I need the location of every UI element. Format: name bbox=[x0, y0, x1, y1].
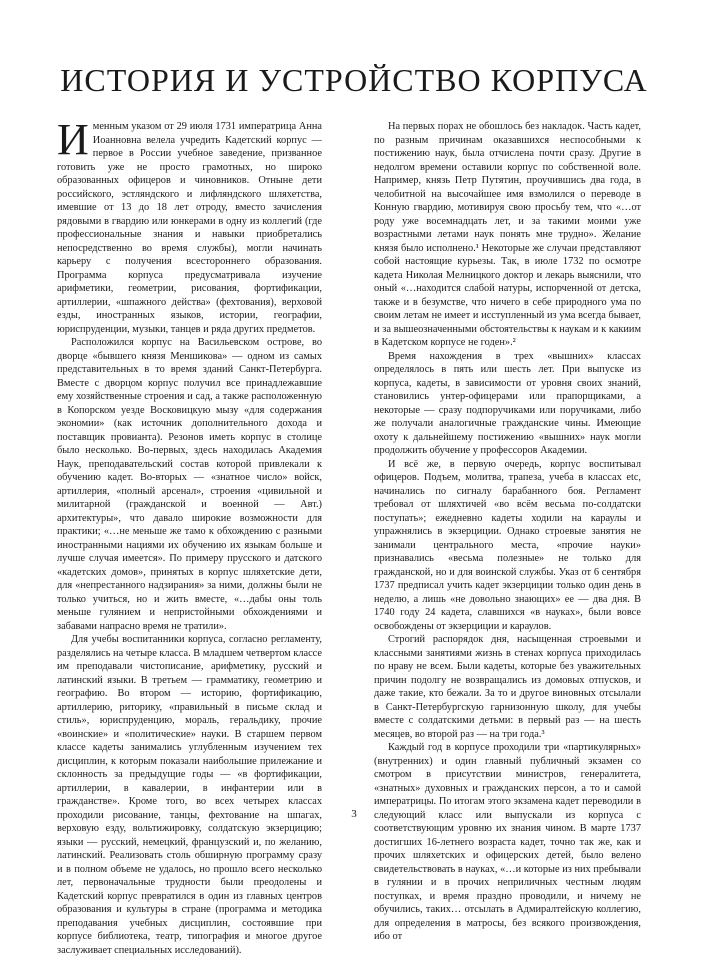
paragraph: И всё же, в первую очередь, корпус воспитывал офицеров. Подъем, молитва, трапеза, учеба в классах etc, начинались по сигналу барабанного боя. Регламент требовал от шляхтичей «во всём весьма по-солдатски поступать»; ежедневно кадеты ходили на караулы и упражнялись в экзерциции. Однако строевые занятия не занимали центрального места, «прочие науки» признавались «весьма полезные» не только для гражданской, но и для воинской службы. Указ от 6 сентября 1737 предписал учить кадет экзерциции только один день в неделю, а лишь «не довольно знающих» ее — два дня. В 1740 году 24 кадета, славшихся «в науках», были вовсе освобождены от экзерциции и караулов. bbox=[374, 458, 641, 632]
page-title: ИСТОРИЯ И УСТРОЙСТВО КОРПУСА bbox=[60, 62, 648, 98]
left-column bbox=[57, 115, 322, 957]
paragraph: Строгий распорядок дня, насыщенная строевыми и классными занятиями жизнь в стенах корпуса приходилась по нраву не всем. Были кадеты, которые без уважительных причин подолгу не возвращались из домовых отпусков, и даже такие, кто бежали. За то и другое виновных отсылали в Санкт-Петербургскую гарнизонную школу, для учебы вместе с солдатскими детьми: в первый раз — на шесть месяцев, во второй раз — на три года.³ bbox=[374, 634, 641, 740]
paragraph bbox=[57, 115, 322, 336]
paragraph: Для учебы воспитанники корпуса, согласно регламенту, разделялись на четыре класса. В младшем четвертом классе им преподавали чистописание, арифметику, русский и латинский языки. В третьем — грамматику, геометрию и географию. Во втором — историю, фортификацию, артиллерию, риторику, «правильный в письме склад и стиль», юриспруденцию, мораль, геральдику, прочие «воинские» и «политические» науки. В старшем первом классе кадеты занимались углубленным изучением тех дисциплин, к которым показали наибольшие прилежание и склонность за предыдущие годы — «в фортификации, артиллерии, в кавалерии, в инфантерии или в гражданстве». Кроме того, во всех четырех классах проходили рисование, танцы, фехтование на шпагах, верховую езду, вольтижировку, солдатскую экзерцицию; языки — русский, немецкий, французский и, по желанию, латинский. Реализовать столь обширную программу сразу и в полном объеме не удалось, но прошло всего несколько лет, первоначальные трудности были преодолены и Кадетский корпус превратился в один из главных центров образования и культуры в стране (программа и методика преподавания учебных дисциплин, состоявшие при корпусе библиотека, театр, типография и многое другое заслуживает специальных исследований). bbox=[57, 634, 322, 956]
paragraph: Каждый год в корпусе проходили три «партикулярных» (внутренних) и один главный публичный экзамен со смотром в присутствии министров, генералитета, «знатных» духовных и гражданских персон, а то и самой императрицы. По итогам этого экзамена кадет переводили в следующий класс или выпускали из корпуса с соответствующим уровню их знания чином. В марте 1737 достигших 16-летнего возраста кадет, точно так же, как и прочих шляхетских и офицерских детей, было велено свидетельствовать в науках, «…и которые из них пребывали в гулянии и в прочих неприличных честным людям поступках, и время праздно проводили, и ничему не обучились, таких… отсылать в Адмиралтейскую коллегию, для определения в матросы, без всякого произвождения, ибо от bbox=[374, 742, 641, 942]
page-number: 3 bbox=[351, 808, 357, 820]
paragraph-text: менным указом от 29 июля 1731 императрица Анна Иоанновна велела учредить Кадетский корпус — первое в России учебное заведение, призванное готовить уже не просто грамотных, но широко образованных офицеров и чиновников. Отныне дети российского, эстляндского и лифляндского шляхетства, имевшие от 13 до 18 лет отроду, вместо зачисления рядовыми в гвардию или юнкерами в одну из коллегий (где профессиональные знания и навыки приобретались непосредственно во время службы), могли начинать карьеру с получения всестороннего образования. Программа корпуса предусматривала изучение арифметики, геометрии, рисования, фортификации, артиллерии, «шпажного действа» (фехтования), верховой езды, иностранных языков, истории, географии, юриспруденции, музыки, танцев и ряда других предметов. bbox=[57, 121, 322, 335]
dropcap-letter: И bbox=[57, 115, 89, 164]
paragraph: Время нахождения в трех «вышних» классах определялось в пять или шесть лет. При выпуске из корпуса, кадеты, в зависимости от уровня своих знаний, становились унтер-офицерами или прапорщиками, а некоторые — сразу подпоручиками или поручиками, либо же получали аналогичные гражданские чины. Имеющие охоту к дальнейшему постижению «вышних» наук могли продолжить обучение у профессоров Академии. bbox=[374, 350, 641, 456]
paragraph: Расположился корпус на Васильевском острове, во дворце «бывшего князя Меншикова» — одном из самых представительных в то время зданий Санкт-Петербурга. Вместе с дворцом корпус получил все принадлежавшие ему хозяйственные строения и сад, а также расположенную в Копорском уезде Восковицкую мызу «для содержания экономии» (как источник дополнительного дохода и поставщик провианта). Резонов иметь корпус в столице было несколько. Во-первых, здесь находилась Академия Наук, преподавательский состав которой привлекали к обучению кадет. Во-вторых — «знатное число» войск, артиллерия, «полный арсенал», строения «цивильной и милитарной (гражданской и военной — Авт.) архитектуры», что давало широкие возможности для практики; «…не меньше же тамо к обхождению с разными иностранными нациями их обучению их языкам больше и лучше случая имеется». По примеру прусского и датского «кадетских домов», принятых в корпус шляхетские дети, для «непрестанного надзирания» за ними, должны были не только учиться, но и жить вместе, «…дабы оны толь меньше гулянием и непристойными обхождениями и забавами напрасно время не тратили». bbox=[57, 337, 322, 632]
paragraph: На первых порах не обошлось без накладок. Часть кадет, по разным причинам оказавшихся неспособными к постижению наук, была отчислена почти сразу. Другие в недолгом времени оставили корпус по собственной воле. Например, князь Петр Путятин, проучившись два года, в челобитной на высочайшее имя взмолился о переводе в Конную гвардию, мотивируя свою просьбу тем, что «…от роду уже восемнадцать лет, и за такими моими уже возрастными летами наук понять мне трудно». Желание князя было исполнено.¹ Некоторые же случаи представляют собой настоящие курьезы. Так, в июле 1732 по осмотре кадета Николая Мелницкого доктор и лекарь выяснили, что оный «…находится слабой натуры, испорченной от детска, также и в безумстве, что ничего в себе природного ума по своим летам не имеет и исступленный из ума всегда бывает, и за вышеозначенными обстоятельствы к наукам и к какиим в Кадетском корпусе не годен».² bbox=[374, 121, 641, 348]
